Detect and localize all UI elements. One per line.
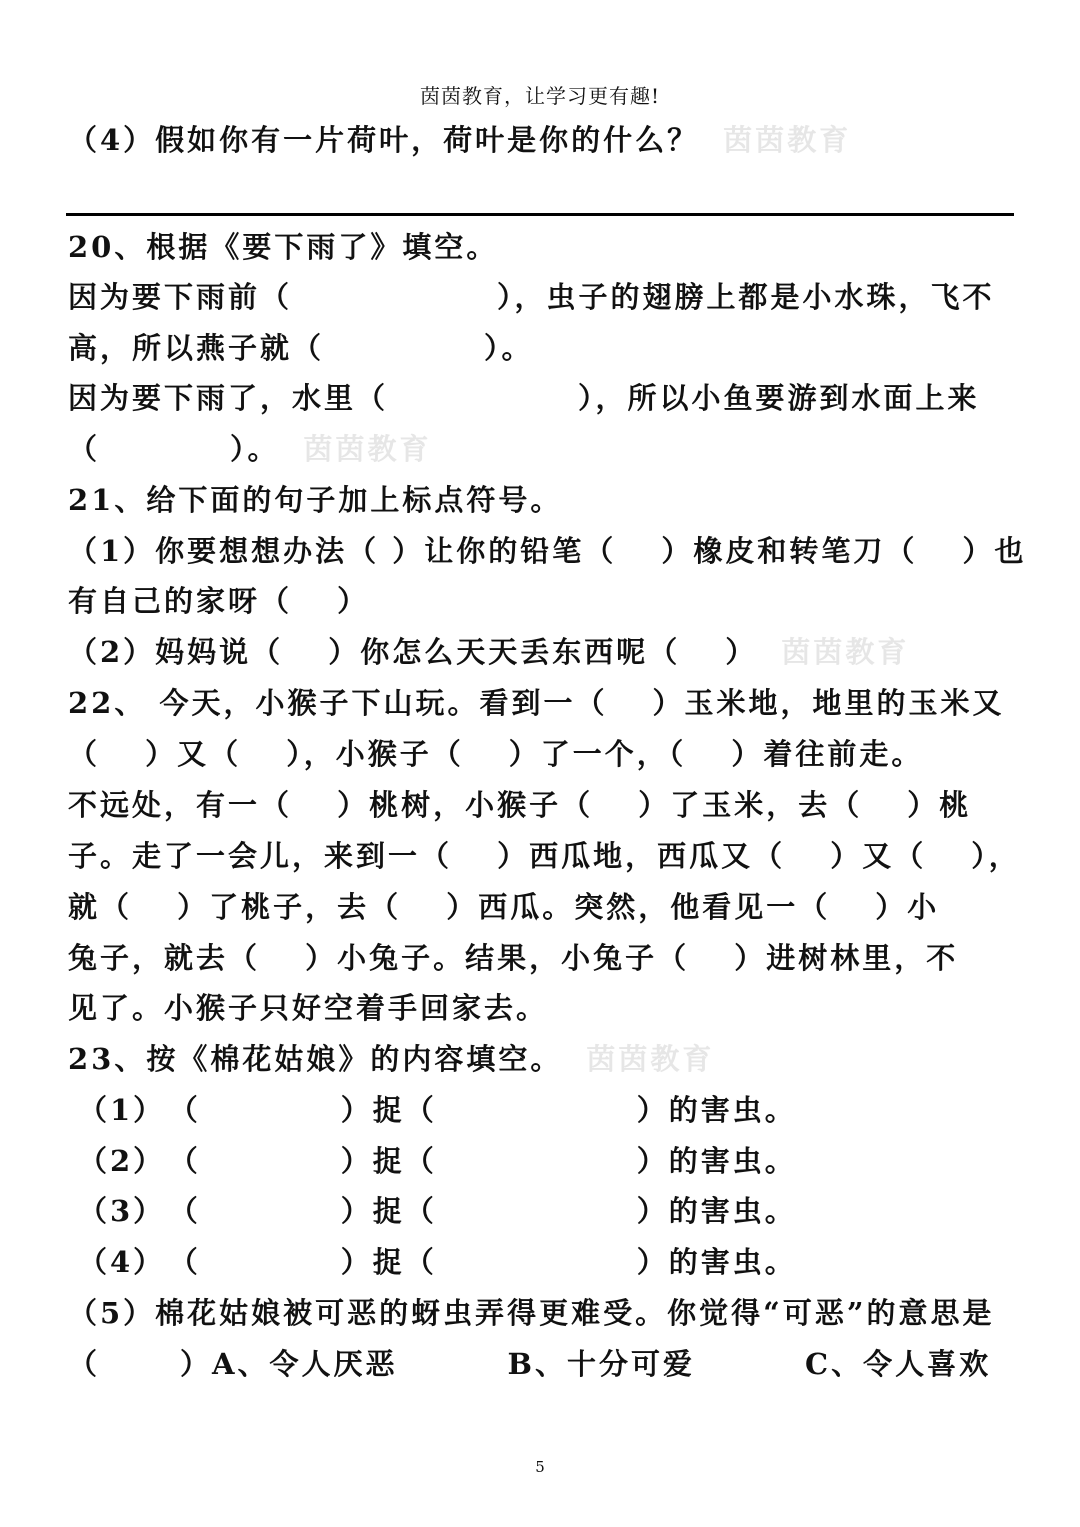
question-20-title: 20、根据《要下雨了》填空。 bbox=[68, 230, 499, 264]
question-23-1: （1） （ ）捉（ ）的害虫。 bbox=[78, 1093, 797, 1127]
question-21-title: 21、给下面的句子加上标点符号。 bbox=[68, 483, 563, 517]
question-22-line4: 子。走了一会儿，来到一（ ）西瓜地，西瓜又（ ）又（ ）， bbox=[68, 839, 1021, 873]
question-22-line7: 见了。小猴子只好空着手回家去。 bbox=[68, 991, 549, 1025]
question-20-line3: 因为要下雨了，水里（ ），所以小鱼要游到水面上来 bbox=[68, 381, 980, 415]
question-22-line6: 兔子，就去（ ）小兔子。结果，小兔子（ ）进树林里，不 bbox=[68, 941, 959, 975]
question-23-5: （5）棉花姑娘被可恶的蚜虫弄得更难受。你觉得“可恶”的意思是 bbox=[68, 1296, 995, 1330]
question-22-line5: 就（ ）了桃子，去（ ）西瓜。突然，他看见一（ ）小 bbox=[68, 890, 940, 924]
question-23-4: （4） （ ）捉（ ）的害虫。 bbox=[78, 1245, 797, 1279]
question-20-line4: （ ）。 茵茵教育 bbox=[68, 432, 432, 466]
option-a: ）A、令人厌恶 bbox=[180, 1347, 398, 1381]
question-22-line1: 22、 今天，小猴子下山玩。看到一（ ）玉米地，地里的玉米又 bbox=[68, 686, 1005, 720]
question-20-line1: 因为要下雨前（ ），虫子的翅膀上都是小水珠，飞不 bbox=[68, 280, 995, 314]
watermark: 茵茵教育 bbox=[586, 1042, 715, 1076]
page-number: 5 bbox=[535, 1458, 545, 1476]
question-22-line2: （ ）又（ ），小猴子（ ）了一个，（ ）着往前走。 bbox=[68, 737, 924, 771]
question-23-title: 23、按《棉花姑娘》的内容填空。 茵茵教育 bbox=[68, 1042, 715, 1076]
question-19-4 bbox=[68, 120, 1014, 160]
question-20-line2: 高，所以燕子就（ ）。 bbox=[68, 331, 534, 365]
question-23-2: （2） （ ）捉（ ）的害虫。 bbox=[78, 1144, 797, 1178]
question-22-line3: 不远处，有一（ ）桃树，小猴子（ ）了玉米，去（ ）桃 bbox=[68, 788, 972, 822]
question-23-3: （3） （ ）捉（ ）的害虫。 bbox=[78, 1194, 797, 1228]
answer-line bbox=[66, 213, 1014, 216]
question-21-1: （1）你要想想办法（ ）让你的铅笔（ ）橡皮和转笔刀（ ）也 bbox=[68, 534, 1027, 568]
question-21-2: （2）妈妈说（ ）你怎么天天丢东西呢（ ） 茵茵教育 bbox=[68, 635, 910, 669]
watermark: 茵茵教育 bbox=[781, 635, 910, 669]
question-text: （4）假如你有一片荷叶，荷叶是你的什么？ bbox=[68, 123, 700, 157]
option-b: B、十分可爱 bbox=[507, 1347, 696, 1381]
question-21-1-cont: 有自己的家呀（ ） bbox=[68, 584, 370, 618]
watermark: 茵茵教育 bbox=[723, 123, 852, 157]
page-header: 茵茵教育，让学习更有趣! bbox=[419, 84, 661, 108]
watermark: 茵茵教育 bbox=[303, 432, 432, 466]
option-c: C、令人喜欢 bbox=[805, 1347, 992, 1381]
question-23-5-options: （ ）A、令人厌恶 B、十分可爱 C、令人喜欢 bbox=[68, 1344, 1014, 1384]
